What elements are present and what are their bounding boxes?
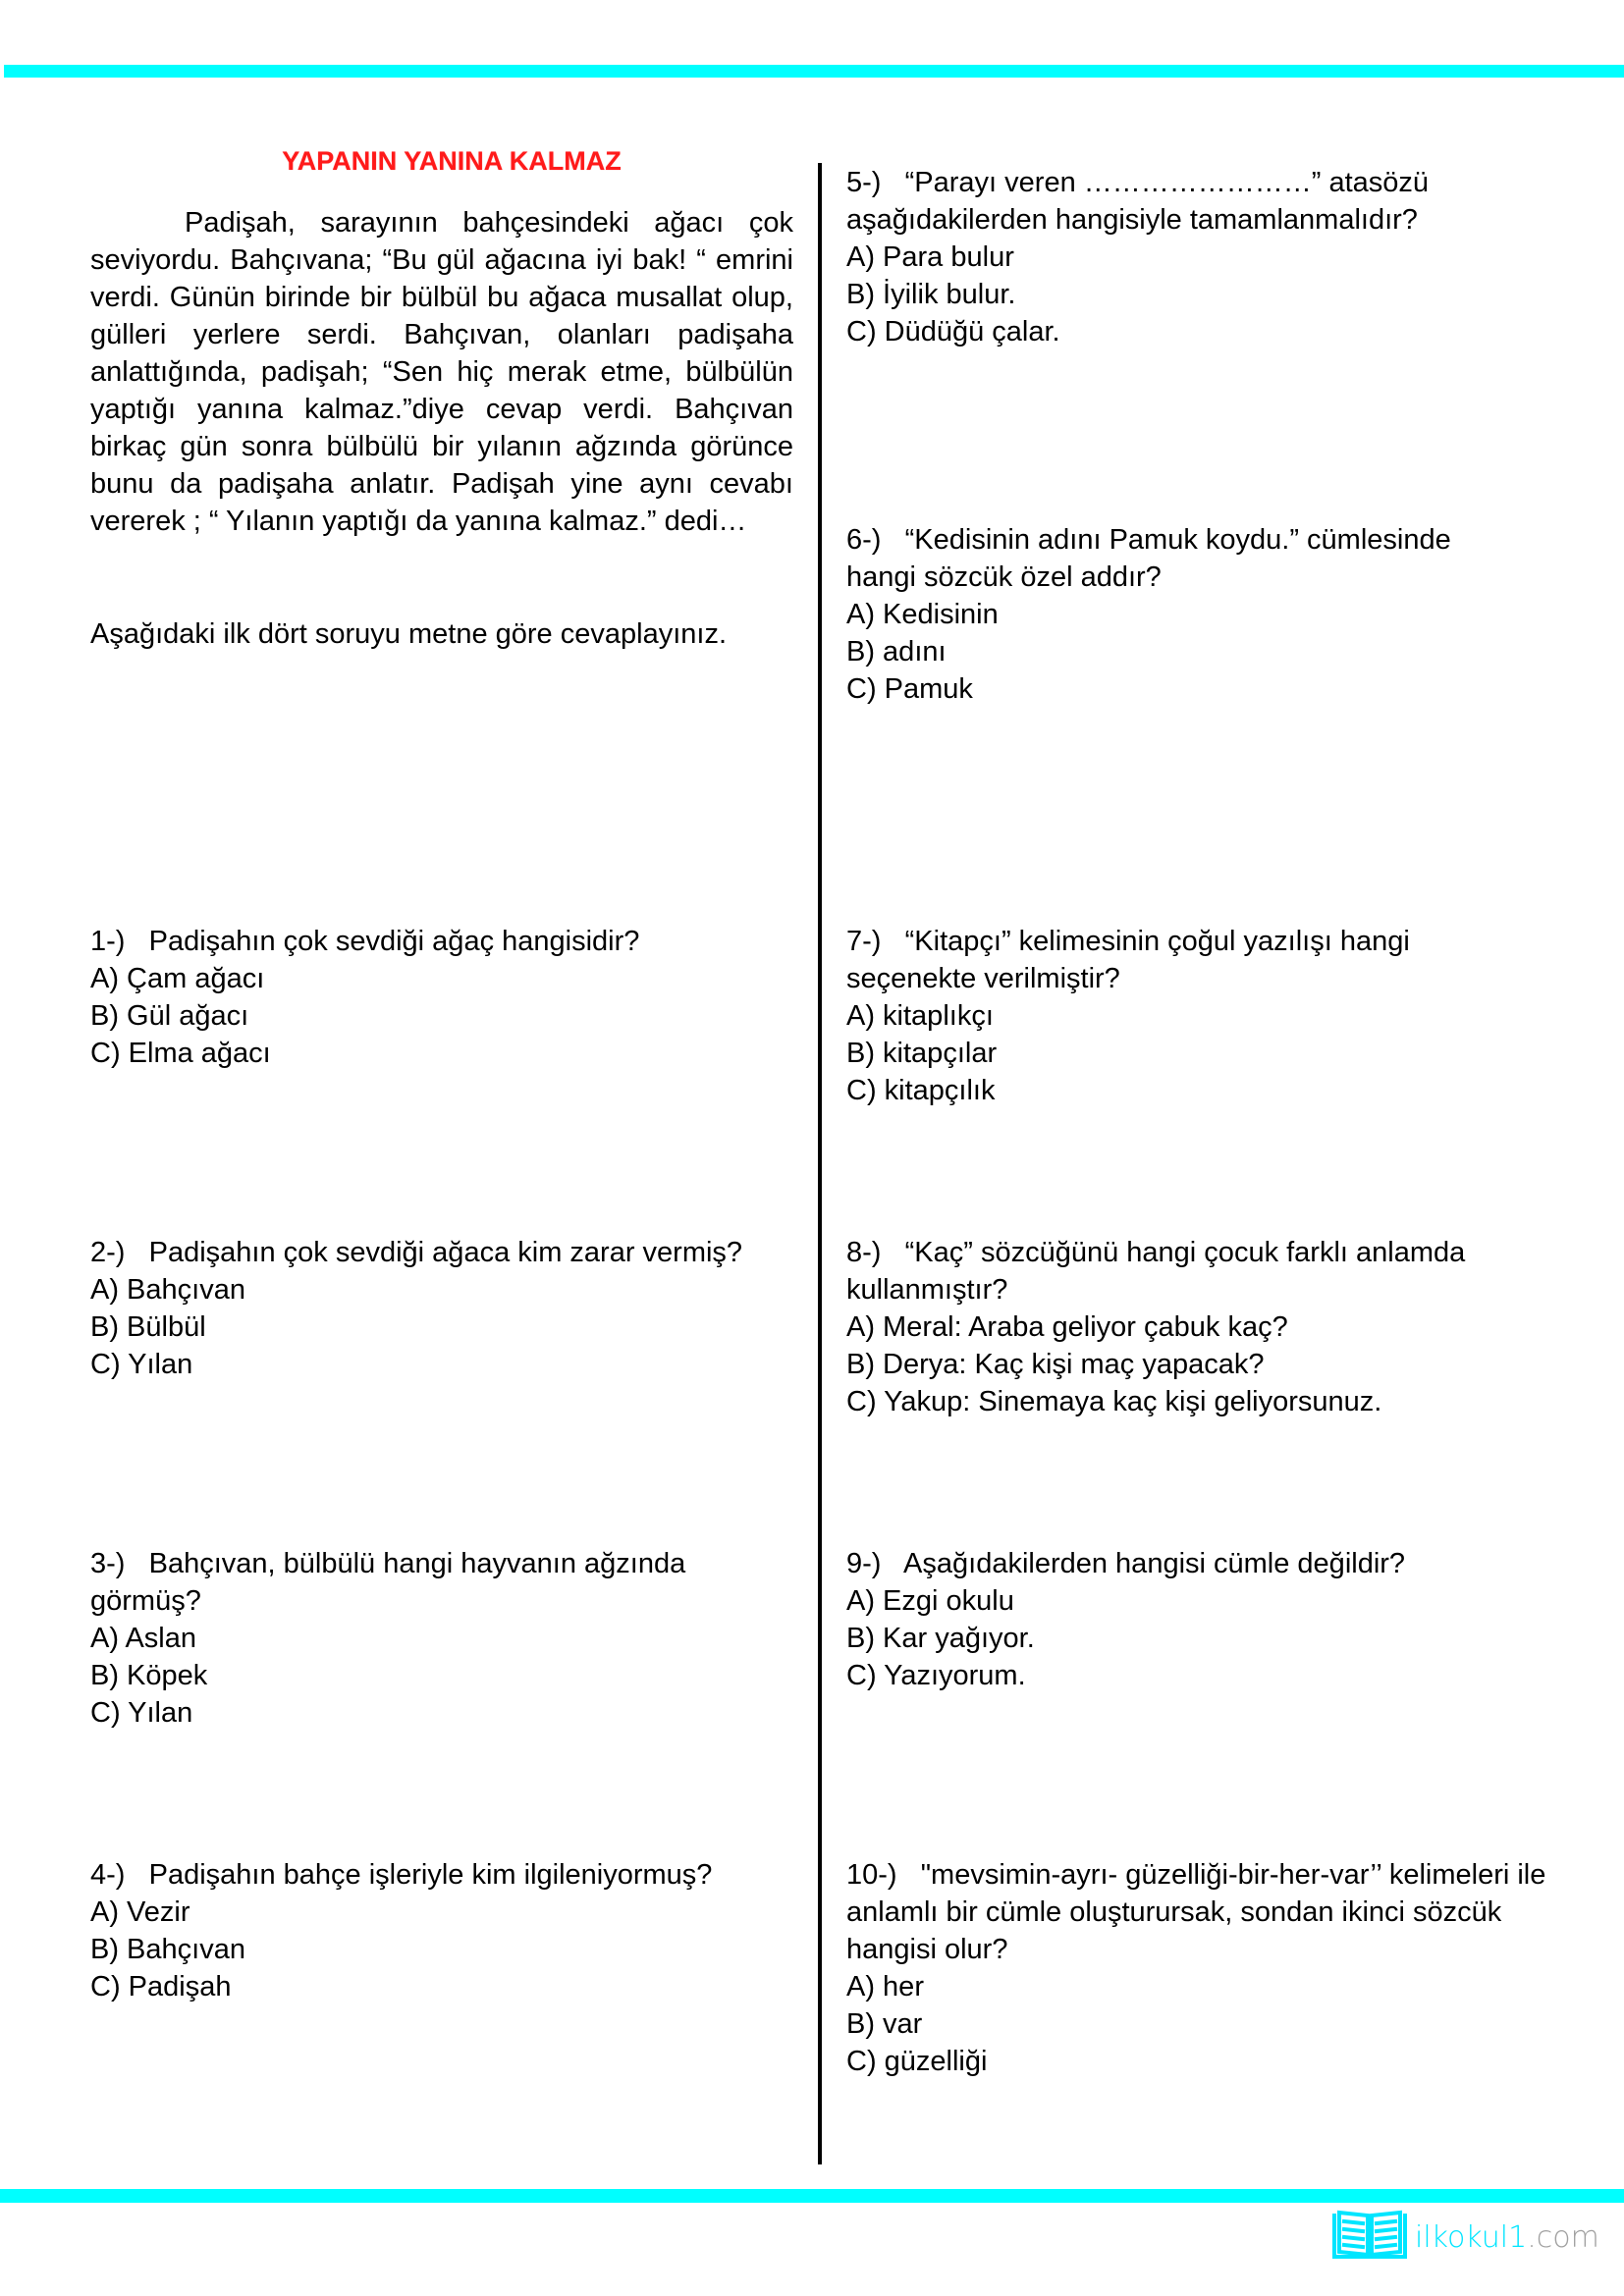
- option-c[interactable]: C) kitapçılık: [846, 1075, 996, 1106]
- option-b[interactable]: B) Köpek: [90, 1660, 208, 1691]
- option-b[interactable]: B) İyilik bulur.: [846, 279, 1016, 310]
- instruction-text: Aşağıdaki ilk dört soruyu metne göre cevaplayınız.: [90, 618, 727, 650]
- question-2: [90, 1234, 793, 1383]
- question-4: [90, 1856, 793, 2005]
- option-b[interactable]: B) Derya: Kaç kişi maç yapacak?: [846, 1349, 1265, 1380]
- option-c[interactable]: C) Yazıyorum.: [846, 1660, 1026, 1691]
- option-a[interactable]: A) kitaplıkçı: [846, 1000, 994, 1032]
- question-9: [846, 1545, 1553, 1694]
- option-c[interactable]: C) Yılan: [90, 1349, 193, 1380]
- option-a[interactable]: A) Kedisinin: [846, 599, 999, 630]
- option-c[interactable]: C) Elma ağacı: [90, 1038, 271, 1069]
- option-a[interactable]: A) Ezgi okulu: [846, 1585, 1014, 1617]
- option-a[interactable]: A) her: [846, 1971, 924, 2002]
- option-b[interactable]: B) Kar yağıyor.: [846, 1623, 1035, 1654]
- question-8: [846, 1234, 1534, 1420]
- question-6: [846, 521, 1514, 708]
- option-a[interactable]: A) Aslan: [90, 1623, 196, 1654]
- logo-text: [1415, 2220, 1599, 2255]
- logo-tld: .com: [1527, 2220, 1599, 2255]
- option-c[interactable]: C) Pamuk: [846, 673, 973, 705]
- question-stem: 10-) "mevsimin-ayrı- güzelliği-bir-her-var’’ kelimeleri ile anlamlı bir cümle oluşturursak, sondan ikinci sözcük hangisi olur?: [846, 1859, 1546, 1965]
- option-a[interactable]: A) Çam ağacı: [90, 963, 265, 994]
- option-a[interactable]: A) Bahçıvan: [90, 1274, 245, 1306]
- story-title: YAPANIN YANINA KALMAZ: [282, 146, 622, 176]
- column-divider: [818, 163, 822, 2164]
- bottom-accent-bar: [0, 2189, 1624, 2203]
- question-1: [90, 923, 793, 1072]
- option-b[interactable]: B) var: [846, 2008, 923, 2040]
- question-stem: 8-) “Kaç” sözcüğünü hangi çocuk farklı anlamda kullanmıştır?: [846, 1237, 1466, 1306]
- story-paragraph: Padişah, sarayının bahçesindeki ağacı çok seviyordu. Bahçıvana; “Bu gül ağacına iyi bak! “ emrini verdi. Günün birinde bir bülbül bu ağaca musallat olup, gülleri yerlere serdi. Bahçıvan, olanları padişaha anlattığında, padişah; “Sen hiç merak etme, bülbülün yaptığı yanına kalmaz.”diye cevap verdi. Bahçıvan birkaç gün sonra bülbülü bir yılanın ağzında görünce bunu da padişaha anlatır. Padişah yine aynı cevabı vererek ; “ Yılanın yaptığı da yanına kalmaz.” dedi…: [90, 207, 793, 537]
- option-b[interactable]: B) Bülbül: [90, 1311, 206, 1343]
- question-stem: 3-) Bahçıvan, bülbülü hangi hayvanın ağzında görmüş?: [90, 1548, 686, 1617]
- top-accent-bar: [4, 65, 1624, 78]
- question-stem: 4-) Padişahın bahçe işleriyle kim ilgileniyormuş?: [90, 1859, 713, 1891]
- option-a[interactable]: A) Para bulur: [846, 241, 1014, 273]
- option-a[interactable]: A) Vezir: [90, 1896, 190, 1928]
- option-b[interactable]: B) adını: [846, 636, 947, 667]
- question-5: [846, 164, 1475, 350]
- question-stem: 7-) “Kitapçı” kelimesinin çoğul yazılışı hangi seçenekte verilmiştir?: [846, 926, 1410, 994]
- question-stem: 1-) Padişahın çok sevdiği ağaç hangisidir?: [90, 926, 640, 957]
- site-logo[interactable]: [1330, 2208, 1599, 2268]
- option-c[interactable]: C) Padişah: [90, 1971, 232, 2002]
- question-10: [846, 1856, 1563, 2080]
- question-stem: 5-) “Parayı veren ……………………” atasözü aşağıdakilerden hangisiyle tamamlanmalıdır?: [846, 167, 1430, 236]
- open-book-icon: [1330, 2208, 1409, 2268]
- option-b[interactable]: B) kitapçılar: [846, 1038, 998, 1069]
- question-7: [846, 923, 1485, 1109]
- option-b[interactable]: B) Gül ağacı: [90, 1000, 249, 1032]
- option-c[interactable]: C) Düdüğü çalar.: [846, 316, 1060, 347]
- option-c[interactable]: C) Yakup: Sinemaya kaç kişi geliyorsunuz.: [846, 1386, 1382, 1417]
- logo-brand: ilkokul1: [1415, 2220, 1528, 2255]
- option-c[interactable]: C) Yılan: [90, 1697, 193, 1729]
- option-b[interactable]: B) Bahçıvan: [90, 1934, 245, 1965]
- question-3: [90, 1545, 758, 1732]
- option-a[interactable]: A) Meral: Araba geliyor çabuk kaç?: [846, 1311, 1288, 1343]
- question-stem: 2-) Padişahın çok sevdiği ağaca kim zarar vermiş?: [90, 1237, 743, 1268]
- question-stem: 9-) Aşağıdakilerden hangisi cümle değildir?: [846, 1548, 1406, 1579]
- question-stem: 6-) “Kedisinin adını Pamuk koydu.” cümlesinde hangi sözcük özel addır?: [846, 524, 1451, 593]
- option-c[interactable]: C) güzelliği: [846, 2046, 988, 2077]
- story-text: [90, 204, 793, 540]
